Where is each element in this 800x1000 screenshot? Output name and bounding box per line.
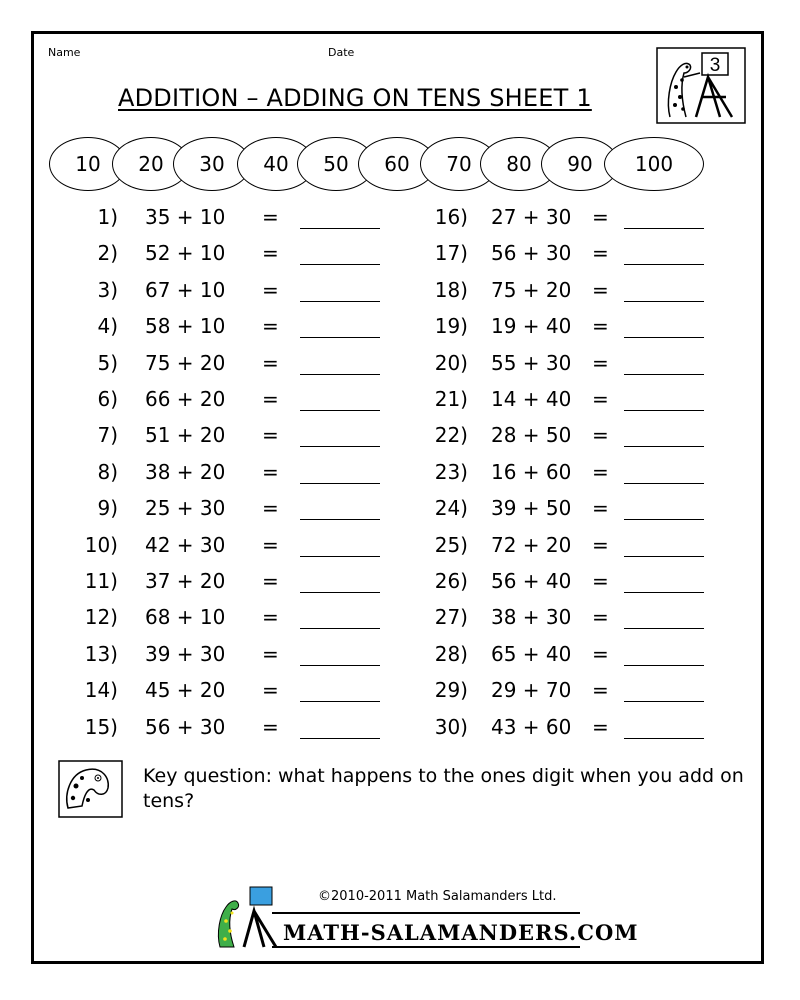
answer-blank[interactable] <box>624 701 704 702</box>
equals-sign: = <box>592 423 609 448</box>
equals-sign: = <box>592 678 609 703</box>
number-bubble: 50 <box>297 137 375 191</box>
question-expression: 75 + 20 <box>145 350 226 375</box>
equals-sign: = <box>592 277 609 302</box>
answer-blank[interactable] <box>624 556 704 557</box>
number-bubble: 40 <box>237 137 315 191</box>
question-expression: 65 + 40 <box>491 641 572 666</box>
question-number: 24) <box>434 496 468 521</box>
question-number: 18) <box>434 277 468 302</box>
number-bubble: 60 <box>358 137 436 191</box>
question-number: 29) <box>434 678 468 703</box>
question-expression: 19 + 40 <box>491 314 572 339</box>
question-number: 15) <box>84 714 118 739</box>
equals-sign: = <box>262 459 279 484</box>
number-bubble: 100 <box>604 137 704 191</box>
question-expression: 37 + 20 <box>145 569 226 593</box>
question-row <box>0 569 800 605</box>
question-number: 3) <box>97 277 118 302</box>
equals-sign: = <box>262 678 279 703</box>
question-expression: 38 + 30 <box>491 605 572 630</box>
question-row <box>0 642 800 678</box>
footer-rule-top <box>272 912 580 914</box>
question-number: 4) <box>97 314 118 339</box>
equals-sign: = <box>592 387 609 411</box>
question-number: 27) <box>434 605 468 630</box>
question-row <box>0 205 800 241</box>
page-title: ADDITION – ADDING ON TENS SHEET 1 <box>118 84 592 112</box>
answer-blank[interactable] <box>624 446 704 447</box>
equals-sign: = <box>262 241 279 266</box>
question-number: 12) <box>84 605 118 630</box>
question-row <box>0 387 800 423</box>
question-number: 28) <box>434 641 468 666</box>
question-expression: 66 + 20 <box>145 387 226 411</box>
question-number: 19) <box>434 314 468 339</box>
answer-blank[interactable] <box>624 264 704 265</box>
equals-sign: = <box>592 641 609 666</box>
question-number: 9) <box>97 496 118 521</box>
number-bubble: 90 <box>541 137 619 191</box>
question-row <box>0 314 800 350</box>
question-number: 23) <box>434 459 468 484</box>
question-number: 5) <box>97 350 118 375</box>
question-number: 10) <box>84 532 118 557</box>
answer-blank[interactable] <box>624 483 704 484</box>
site-name: MATH-SALAMANDERS.COM <box>283 920 639 945</box>
question-expression: 51 + 20 <box>145 423 226 448</box>
equals-sign: = <box>592 496 609 521</box>
number-bubble: 10 <box>49 137 127 191</box>
question-expression: 58 + 10 <box>145 314 226 339</box>
question-expression: 35 + 10 <box>145 205 226 229</box>
equals-sign: = <box>262 641 279 666</box>
key-question: Key question: what happens to the ones digit when you add on tens? <box>143 765 744 812</box>
number-bubble: 20 <box>112 137 190 191</box>
answer-blank[interactable] <box>624 228 704 229</box>
question-expression: 42 + 30 <box>145 532 226 557</box>
answer-blank[interactable] <box>624 410 704 411</box>
equals-sign: = <box>262 532 279 557</box>
equals-sign: = <box>262 205 279 229</box>
question-number: 14) <box>84 678 118 703</box>
question-expression: 16 + 60 <box>491 459 572 484</box>
equals-sign: = <box>262 277 279 302</box>
question-number: 30) <box>434 714 468 739</box>
question-number: 20) <box>434 350 468 375</box>
question-expression: 56 + 40 <box>491 569 572 593</box>
answer-blank[interactable] <box>624 301 704 302</box>
question-expression: 39 + 50 <box>491 496 572 521</box>
question-number: 13) <box>84 641 118 666</box>
question-expression: 28 + 50 <box>491 423 572 448</box>
question-row <box>0 715 800 751</box>
question-expression: 52 + 10 <box>145 241 226 266</box>
question-number: 26) <box>434 569 468 593</box>
question-row <box>0 496 800 532</box>
equals-sign: = <box>262 350 279 375</box>
equals-sign: = <box>262 605 279 630</box>
question-number: 7) <box>97 423 118 448</box>
answer-blank[interactable] <box>624 519 704 520</box>
date-label: Date <box>328 46 355 59</box>
question-expression: 55 + 30 <box>491 350 572 375</box>
answer-blank[interactable] <box>624 628 704 629</box>
question-number: 2) <box>97 241 118 266</box>
answer-blank[interactable] <box>624 374 704 375</box>
question-expression: 72 + 20 <box>491 532 572 557</box>
question-expression: 67 + 10 <box>145 277 226 302</box>
equals-sign: = <box>592 350 609 375</box>
question-row <box>0 278 800 314</box>
equals-sign: = <box>262 423 279 448</box>
question-number: 17) <box>434 241 468 266</box>
copyright-text: ©2010-2011 Math Salamanders Ltd. <box>318 889 557 904</box>
answer-blank[interactable] <box>624 738 704 739</box>
question-number: 16) <box>434 205 468 229</box>
grade-number: 3 <box>709 55 721 76</box>
question-expression: 56 + 30 <box>491 241 572 266</box>
question-number: 21) <box>434 387 468 411</box>
answer-blank[interactable] <box>624 665 704 666</box>
equals-sign: = <box>592 205 609 229</box>
question-row <box>0 351 800 387</box>
question-expression: 43 + 60 <box>491 714 572 739</box>
equals-sign: = <box>592 714 609 739</box>
question-number: 1) <box>97 205 118 229</box>
equals-sign: = <box>592 241 609 266</box>
key-question-box <box>58 760 123 818</box>
question-number: 8) <box>97 459 118 484</box>
name-label: Name <box>48 46 81 59</box>
equals-sign: = <box>592 459 609 484</box>
question-expression: 45 + 20 <box>145 678 226 703</box>
equals-sign: = <box>592 532 609 557</box>
question-expression: 29 + 70 <box>491 678 572 703</box>
equals-sign: = <box>262 387 279 411</box>
answer-blank[interactable] <box>624 337 704 338</box>
equals-sign: = <box>262 569 279 593</box>
question-row <box>0 605 800 641</box>
question-number: 22) <box>434 423 468 448</box>
question-expression: 39 + 30 <box>145 641 226 666</box>
number-bubble: 70 <box>420 137 498 191</box>
equals-sign: = <box>262 714 279 739</box>
number-bubble: 30 <box>173 137 251 191</box>
question-row <box>0 460 800 496</box>
equals-sign: = <box>262 314 279 339</box>
question-number: 25) <box>434 532 468 557</box>
salamander-easel-icon <box>656 47 746 124</box>
question-expression: 56 + 30 <box>145 714 226 739</box>
question-number: 6) <box>97 387 118 411</box>
question-expression: 27 + 30 <box>491 205 572 229</box>
question-row <box>0 678 800 714</box>
salamander-head-icon <box>58 760 123 818</box>
salamander-logo-icon <box>210 885 290 950</box>
number-bubble: 80 <box>480 137 558 191</box>
question-expression: 38 + 20 <box>145 459 226 484</box>
equals-sign: = <box>592 314 609 339</box>
question-expression: 68 + 10 <box>145 605 226 630</box>
question-row <box>0 423 800 459</box>
answer-blank[interactable] <box>624 592 704 593</box>
equals-sign: = <box>592 569 609 593</box>
question-expression: 75 + 20 <box>491 277 572 302</box>
question-number: 11) <box>84 569 118 593</box>
question-expression: 14 + 40 <box>491 387 572 411</box>
footer-rule-bottom <box>272 946 580 948</box>
question-row <box>0 241 800 277</box>
equals-sign: = <box>262 496 279 521</box>
question-expression: 25 + 30 <box>145 496 226 521</box>
equals-sign: = <box>592 605 609 630</box>
grade-badge <box>656 47 746 124</box>
question-row <box>0 533 800 569</box>
